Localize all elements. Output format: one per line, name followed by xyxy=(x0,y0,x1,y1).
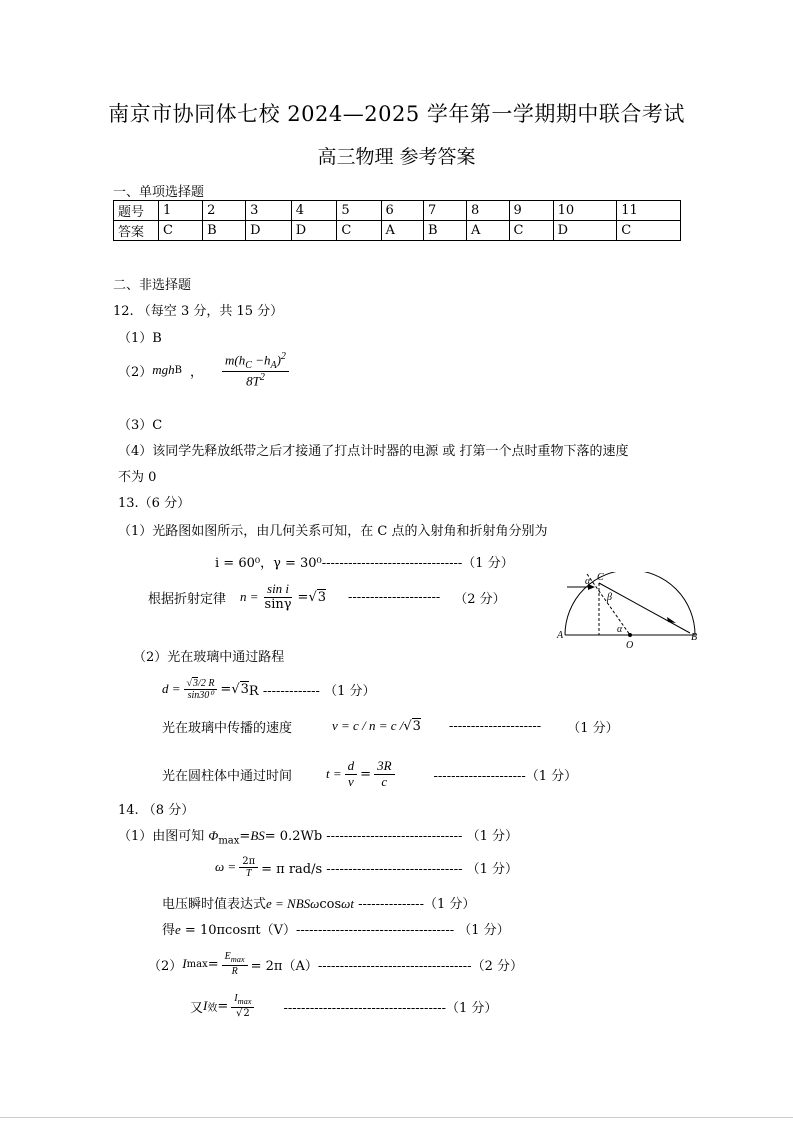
table-cell: D xyxy=(246,221,292,241)
q14-ieff-a: 又 xyxy=(190,1000,204,1016)
table-row xyxy=(114,201,681,221)
q14-l1-a: （1）由图可知 xyxy=(118,829,209,844)
q14-e-e: ---------------（1 分） xyxy=(353,897,476,912)
table-cell: 4 xyxy=(291,201,337,221)
q12-part2-fraction xyxy=(222,351,289,389)
q14-ieff-sub: 效 xyxy=(207,1002,218,1014)
q14-er-c: = 10πcosπt（V）------------------------------------ （1 分） xyxy=(180,923,510,938)
table-cell: A xyxy=(381,221,424,241)
figure-refracted-ray xyxy=(599,583,690,633)
figure-label-b: B xyxy=(691,632,698,643)
table-cell: 1 xyxy=(159,201,203,221)
q13-angles: i = 60⁰，γ = 30⁰--------------------------------（1 分） xyxy=(215,556,514,571)
q13-v-sqrt: 3 xyxy=(412,719,421,734)
q13-v-dash: --------------------- xyxy=(448,718,542,734)
figure-refracted-arrow xyxy=(667,617,676,623)
q12-part2 xyxy=(118,350,292,390)
row-header-question: 题号 xyxy=(114,201,159,221)
table-cell: 6 xyxy=(381,201,424,221)
q13-speed: 光在玻璃中传播的速度 v = c / n = c / √ 3 --------------------- （1 分） xyxy=(162,718,619,736)
q13-header: 13.（6 分） xyxy=(118,496,191,511)
q14-e-c: cos xyxy=(319,897,342,912)
q12-part4-line1: （4）该同学先释放纸带之后才接通了打点计时器的电源 或 打第一个点时重物下落的速度 xyxy=(118,444,629,459)
q13-d-num-r: R xyxy=(208,677,215,689)
q14-omega-den: T xyxy=(245,867,252,879)
q13-law-score: （2 分） xyxy=(454,591,506,607)
figure-label-alpha1: α xyxy=(585,576,591,587)
q13-refraction-law: 根据折射定律 n = $\frac{\text{sin i}}{\sin\gamma}$ = √ 3 --------------------- （2 分） xyxy=(148,581,506,612)
q14-imax-den: R xyxy=(231,965,238,977)
q13-time xyxy=(162,754,577,794)
page-bottom-rule xyxy=(0,1117,793,1118)
q13-part1: （1）光路图如图所示，由几何关系可知，在 C 点的入射角和折射角分别为 xyxy=(118,524,548,539)
q14-e-d: ωt xyxy=(341,896,354,911)
q14-ieff-eq: = xyxy=(217,998,229,1014)
table-cell: 8 xyxy=(467,201,510,221)
q14-e-result xyxy=(162,919,510,938)
q13-distance: d = $\frac{√3/2 R}{\text{sin30⁰}}$ = √ 3 R ------------- （1 分） xyxy=(162,677,376,701)
q13-v-score: （1 分） xyxy=(567,720,619,736)
q13-v-label: 光在玻璃中传播的速度 xyxy=(162,720,293,736)
q13-law-eq: = xyxy=(297,589,309,605)
q13-t-fraction2 xyxy=(374,759,394,789)
q14-omega-lead: ω = xyxy=(215,859,237,874)
table-cell: A xyxy=(467,221,510,241)
q14-er-b: e xyxy=(175,922,181,937)
q14-ieff-num-sub: max xyxy=(237,997,252,1007)
figure-label-a: A xyxy=(557,630,564,641)
q14-ieff-fraction: $\frac{I_{max}}{√2}$ xyxy=(231,993,254,1018)
table-cell: 10 xyxy=(553,201,617,221)
q13-v-formula: v = c / n = c / xyxy=(332,718,404,733)
row-header-answer: 答案 xyxy=(114,221,159,241)
q13-part2: （2）光在玻璃中通过路程 xyxy=(133,650,285,665)
q12-part1: （1）B xyxy=(118,331,162,346)
q13-law-n: n = xyxy=(240,589,259,604)
table-cell: B xyxy=(203,221,246,241)
q12-frac-num-a: A xyxy=(270,360,277,372)
q12-frac-num: m(h xyxy=(225,352,246,368)
q13-law-sqrt: 3 xyxy=(317,590,327,605)
answer-table xyxy=(113,200,681,241)
table-cell: D xyxy=(291,221,337,241)
table-row xyxy=(114,221,681,241)
q13-d-den: sin30⁰ xyxy=(187,689,214,701)
q14-ieff-num: I xyxy=(234,993,238,1005)
table-cell: C xyxy=(509,221,553,241)
q13-t-dash: ---------------------（1 分） xyxy=(433,768,578,784)
q12-part2-label: （2） xyxy=(118,364,153,380)
q14-imax-lead: （2） xyxy=(148,958,183,974)
q13-d-sqrt: 3 xyxy=(240,682,249,697)
table-cell: 11 xyxy=(617,201,681,221)
q14-e-expression xyxy=(162,893,475,912)
table-cell: 7 xyxy=(424,201,467,221)
q13-t-den1: v xyxy=(348,773,354,789)
q12-frac-den-sup: 2 xyxy=(259,372,265,384)
q13-law-den: sinγ xyxy=(264,596,292,612)
q13-t-num2: 3R xyxy=(374,759,394,774)
q13-t-num1: d xyxy=(345,759,358,774)
q14-imax-num: E xyxy=(224,951,231,963)
table-cell: 3 xyxy=(246,201,292,221)
q13-d-label: d = xyxy=(162,681,181,696)
q12-frac-num-mid: −h xyxy=(251,352,271,368)
q14-l1-phi-sub: max xyxy=(218,835,240,847)
figure-label-c: C xyxy=(597,572,604,583)
q12-frac-num-c: C xyxy=(245,360,252,372)
exam-subtitle: 高三物理 参考答案 xyxy=(317,146,476,168)
table-cell: B xyxy=(424,221,467,241)
q14-ieff xyxy=(190,986,497,1026)
q13-t-lead: t = xyxy=(326,766,342,781)
figure-label-alpha2: α xyxy=(617,624,623,635)
table-cell: C xyxy=(337,221,381,241)
table-cell: 9 xyxy=(509,201,553,221)
q12-frac-num-end: ) xyxy=(276,352,281,368)
q12-part3: （3）C xyxy=(118,418,163,433)
q14-ieff-sqrt: 2 xyxy=(243,1007,250,1019)
q14-l1-phi: Φ xyxy=(208,828,219,843)
q13-t-eq: = xyxy=(360,766,372,782)
q14-ieff-rest: -------------------------------------（1 分） xyxy=(283,1000,498,1016)
q13-t-label: 光在圆柱体中通过时间 xyxy=(162,768,293,784)
q14-imax-rest: = 2π（A）-----------------------------------（2 分） xyxy=(250,958,523,974)
table-cell: 2 xyxy=(203,201,246,221)
q12-part2-sep: ， xyxy=(190,364,204,380)
figure-center-point xyxy=(628,633,632,637)
q14-omega xyxy=(215,850,518,884)
q14-imax-eq: = xyxy=(207,956,219,972)
figure-label-o: O xyxy=(626,640,634,650)
q13-law-fraction xyxy=(262,582,295,612)
q13-d-eq: = xyxy=(220,681,232,697)
q14-er-a: 得 xyxy=(162,923,176,938)
q12-frac-num-sup: 2 xyxy=(280,351,286,363)
q14-ieff-i: I xyxy=(203,998,208,1013)
q14-l1-c: = 0.2Wb ------------------------------- （1 分） xyxy=(264,829,518,844)
q14-imax-sub: max xyxy=(186,958,208,970)
q14-e-b: e = NBSω xyxy=(266,896,320,911)
q14-imax-fraction xyxy=(222,951,248,976)
q14-e-a: 电压瞬时值表达式 xyxy=(162,897,267,912)
q14-omega-num: 2π xyxy=(239,856,258,868)
q12-frac-den: 8T xyxy=(246,373,260,389)
section1-heading: 一、单项选择题 xyxy=(113,185,205,200)
q13-t-fraction1 xyxy=(345,759,358,789)
q13-d-num-sqrt: 3 xyxy=(193,677,199,689)
q14-imax-num-sub: max xyxy=(230,955,245,965)
table-cell: C xyxy=(159,221,203,241)
q14-imax xyxy=(148,946,523,982)
q12-part4-line2: 不为 0 xyxy=(118,470,157,485)
figure-normal-line xyxy=(587,574,630,635)
q13-d-num-half: 2 xyxy=(200,677,206,689)
q14-omega-fraction xyxy=(239,856,258,879)
q12-part2-sub: B xyxy=(174,364,183,376)
light-path-figure xyxy=(555,572,705,650)
q14-l1-bs: BS xyxy=(250,828,265,843)
table-cell: D xyxy=(553,221,617,241)
q12-part2-value: mgh xyxy=(152,362,175,377)
q14-omega-rest: = π rad/s ------------------------------- （1 分） xyxy=(261,861,519,877)
q13-law-num: sin i xyxy=(264,582,292,597)
table-cell: 5 xyxy=(337,201,381,221)
table-cell: C xyxy=(617,221,681,241)
q14-line1 xyxy=(118,825,518,847)
q13-d-fraction: $\frac{√3/2 R}{\text{sin30⁰}}$ xyxy=(184,678,218,701)
q13-law-dash: --------------------- xyxy=(348,589,441,605)
section2-heading: 二、非选择题 xyxy=(113,278,192,293)
q12-header: 12. （每空 3 分，共 15 分） xyxy=(113,304,284,319)
q13-law-label: 根据折射定律 xyxy=(148,591,227,607)
q14-imax-i: I xyxy=(182,956,187,971)
q13-d-rest: R ------------- （1 分） xyxy=(248,683,376,699)
exam-title: 南京市协同体七校 2024—2025 学年第一学期期中联合考试 xyxy=(108,102,685,126)
q14-l1-b: = xyxy=(239,829,251,844)
q14-header: 14. （8 分） xyxy=(118,803,195,818)
figure-label-beta: β xyxy=(607,592,612,603)
q13-t-den2: c xyxy=(381,773,388,789)
